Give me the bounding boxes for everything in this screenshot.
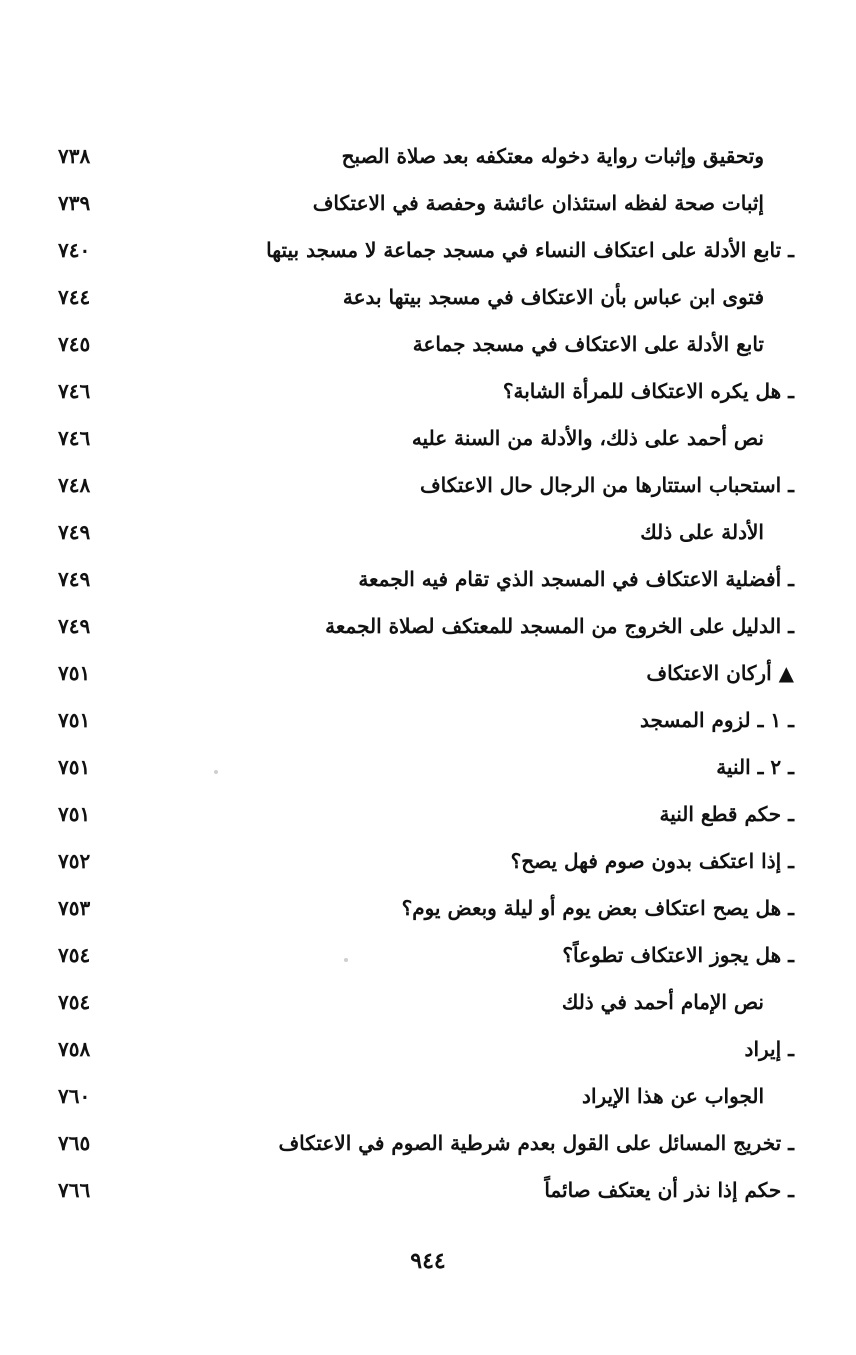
toc-entry [0, 610, 856, 650]
entry-title: ـ ٢ ـ النية [716, 755, 794, 779]
entry-page-number: ٧٣٨ [58, 144, 91, 168]
toc-entry [0, 1127, 856, 1167]
entry-page-number: ٧٦٥ [58, 1131, 91, 1155]
entry-title: ـ هل يكره الاعتكاف للمرأة الشابة؟ [502, 379, 794, 403]
toc-entry [0, 187, 856, 227]
entry-page-number: ٧٤٦ [58, 426, 91, 450]
entry-title: ـ هل يجوز الاعتكاف تطوعاً؟ [562, 943, 794, 967]
toc-entry [0, 939, 856, 979]
entry-page-number: ٧٤٨ [58, 473, 91, 497]
entry-title: نص الإمام أحمد في ذلك [561, 990, 764, 1014]
entry-page-number: ٧٥٤ [58, 943, 91, 967]
entry-title: ـ تابع الأدلة على اعتكاف النساء في مسجد جماعة لا مسجد بيتها [266, 238, 794, 262]
toc-entry [0, 1174, 856, 1214]
entry-page-number: ٧٥١ [58, 802, 91, 826]
entry-title: إثبات صحة لفظه استئذان عائشة وحفصة في الاعتكاف [312, 191, 764, 215]
entry-title: فتوى ابن عباس بأن الاعتكاف في مسجد بيتها بدعة [342, 285, 764, 309]
page-folio-number: ٩٤٤ [410, 1248, 446, 1274]
toc-entry [0, 328, 856, 368]
entry-page-number: ٧٥٨ [58, 1037, 91, 1061]
entry-title: ـ الدليل على الخروج من المسجد للمعتكف لصلاة الجمعة [325, 614, 794, 638]
entry-page-number: ٧٥١ [58, 755, 91, 779]
entry-title: الجواب عن هذا الإيراد [582, 1084, 764, 1108]
scan-speck [214, 770, 218, 774]
toc-entry [0, 751, 856, 791]
toc-entry [0, 1033, 856, 1073]
entry-title: ـ إذا اعتكف بدون صوم فهل يصح؟ [510, 849, 794, 873]
toc-entry [0, 986, 856, 1026]
toc-entry [0, 516, 856, 556]
entry-page-number: ٧٤٩ [58, 567, 91, 591]
entry-page-number: ٧٥٤ [58, 990, 91, 1014]
entry-page-number: ٧٦٦ [58, 1178, 91, 1202]
scan-speck [344, 958, 348, 962]
entry-title: ـ ١ ـ لزوم المسجد [640, 708, 794, 732]
entry-page-number: ٧٣٩ [58, 191, 91, 215]
entry-title: الأدلة على ذلك [640, 520, 764, 544]
entry-page-number: ٧٦٠ [58, 1084, 91, 1108]
toc-entry [0, 704, 856, 744]
entry-title: تابع الأدلة على الاعتكاف في مسجد جماعة [412, 332, 764, 356]
entry-title: نص أحمد على ذلك، والأدلة من السنة عليه [411, 426, 764, 450]
entry-title: ـ إيراد [744, 1037, 794, 1061]
entry-page-number: ٧٤٠ [58, 238, 91, 262]
entry-page-number: ٧٥٣ [58, 896, 91, 920]
toc-entry [0, 375, 856, 415]
entry-title: ـ تخريج المسائل على القول بعدم شرطية الصوم في الاعتكاف [278, 1131, 794, 1155]
entry-title: ـ حكم قطع النية [659, 802, 794, 826]
toc-entry [0, 798, 856, 838]
entry-page-number: ٧٤٦ [58, 379, 91, 403]
entry-page-number: ٧٥١ [58, 708, 91, 732]
entry-page-number: ٧٤٥ [58, 332, 91, 356]
entry-page-number: ٧٤٤ [58, 285, 91, 309]
entry-title: وتحقيق وإثبات رواية دخوله معتكفه بعد صلاة الصبح [341, 144, 764, 168]
toc-entry [0, 234, 856, 274]
toc-section-heading [0, 657, 856, 697]
toc-entry [0, 1080, 856, 1120]
entry-page-number: ٧٤٩ [58, 614, 91, 638]
toc-entry [0, 845, 856, 885]
entry-title: ـ استحباب استتارها من الرجال حال الاعتكاف [419, 473, 794, 497]
toc-entry [0, 892, 856, 932]
toc-entry [0, 469, 856, 509]
toc-entry [0, 563, 856, 603]
entry-title: ـ هل يصح اعتكاف بعض يوم أو ليلة وبعض يوم؟ [401, 896, 794, 920]
entry-title: ـ أفضلية الاعتكاف في المسجد الذي تقام فيه الجمعة [358, 567, 794, 591]
entry-page-number: ٧٤٩ [58, 520, 91, 544]
toc-entry [0, 281, 856, 321]
entry-title: ـ حكم إذا نذر أن يعتكف صائماً [544, 1178, 794, 1202]
section-heading-title: ▲ أركان الاعتكاف [646, 661, 794, 685]
toc-entry [0, 140, 856, 180]
entry-page-number: ٧٥٢ [58, 849, 91, 873]
entry-page-number: ٧٥١ [58, 661, 91, 685]
toc-entry [0, 422, 856, 462]
